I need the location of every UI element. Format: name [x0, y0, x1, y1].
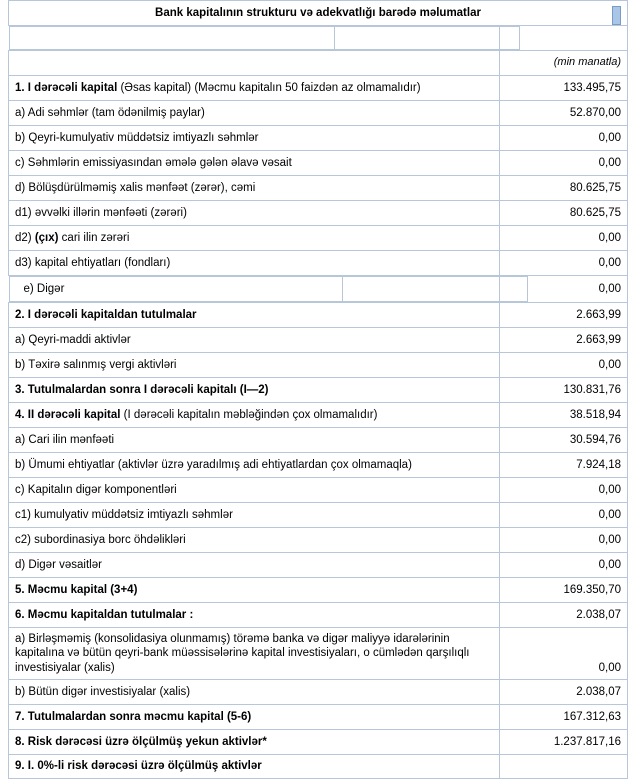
- row-label: a) Cari ilin mənfəəti: [9, 428, 500, 453]
- row-label-prefix: d2): [15, 231, 35, 244]
- row-value: 169.350,70: [500, 578, 628, 603]
- spacer-row: [9, 26, 628, 51]
- title-cell: [9, 1, 628, 26]
- scrollbar-thumb[interactable]: [612, 6, 621, 25]
- row-label: 8. Risk dərəcəsi üzrə ölçülmüş yekun aktivlər*: [9, 730, 500, 755]
- table-row: [9, 378, 628, 403]
- unit-row-blank: [9, 51, 500, 76]
- row-label: a) Birləşməmiş (konsolidasiya olunmamış) törəmə banka və digər maliyyə idarələrinin kapitalına və bütün qeyri-bank müəssisələrinə kapital investisiyaları, o cümlədən qarşılıqlı investisiyalar (xalis): [9, 628, 500, 680]
- row-value: 80.625,75: [500, 201, 628, 226]
- spacer-cell-c: [500, 26, 628, 51]
- row-label: b) Ümumi ehtiyatlar (aktivlər üzrə yaradılmış adi ehtiyatlardan çox olmamaqla): [9, 453, 500, 478]
- table-row: [9, 403, 628, 428]
- row-value: 0,00: [500, 553, 628, 578]
- table-row: [9, 453, 628, 478]
- row-value: 80.625,75: [500, 176, 628, 201]
- row-label: 6. Məcmu kapitaldan tutulmalar :: [9, 603, 500, 628]
- table-row: [9, 705, 628, 730]
- row-value: 130.831,76: [500, 378, 628, 403]
- table-row: [9, 353, 628, 378]
- row-value: 0,00: [500, 478, 628, 503]
- row-value: 0,00: [500, 251, 628, 276]
- row-value: 0,00: [500, 353, 628, 378]
- table-body: [9, 1, 628, 779]
- row-label: d3) kapital ehtiyatları (fondları): [9, 251, 500, 276]
- row-value: 2.663,99: [500, 328, 628, 353]
- row-label: c1) kumulyativ müddətsiz imtiyazlı səhmlər: [9, 503, 500, 528]
- table-row: [9, 603, 628, 628]
- row-label: 3. Tutulmalardan sonra I dərəcəli kapitalı (I—2): [9, 378, 500, 403]
- table-row: [9, 126, 628, 151]
- table-row: [9, 151, 628, 176]
- table-row: [9, 276, 628, 303]
- row-label: a) Adi səhmlər (tam ödənilmiş paylar): [9, 101, 500, 126]
- table-row: [9, 226, 628, 251]
- row-label: 2. I dərəcəli kapitaldan tutulmalar: [9, 303, 500, 328]
- row-value: 0,00: [500, 503, 628, 528]
- row-value: 0,00: [500, 226, 628, 251]
- row-value: 0,00: [500, 126, 628, 151]
- row-value: 2.663,99: [500, 303, 628, 328]
- table-row: [9, 528, 628, 553]
- table-row: [9, 101, 628, 126]
- row-label-bold: (çıx): [34, 231, 59, 244]
- row-label: [9, 76, 500, 101]
- row-label: d) Digər vəsaitlər: [9, 553, 500, 578]
- row-value: 52.870,00: [500, 101, 628, 126]
- row-value: 0,00: [500, 628, 628, 680]
- table-row: [9, 503, 628, 528]
- row-label: 9. I. 0%-li risk dərəcəsi üzrə ölçülmüş aktivlər: [9, 755, 500, 778]
- row-label: [9, 403, 500, 428]
- table-title-row: [9, 1, 628, 26]
- row-label: b) Təxirə salınmış vergi aktivləri: [9, 353, 500, 378]
- spacer-cell-a: [9, 27, 334, 50]
- table-row: [9, 303, 628, 328]
- unit-row: [9, 51, 628, 76]
- table-row: [9, 730, 628, 755]
- table-row: [9, 176, 628, 201]
- row-label-bold: 4. II dərəcəli kapital: [15, 408, 121, 421]
- row-label-bold: 1. I dərəcəli kapital: [15, 81, 118, 94]
- table-row: [9, 628, 628, 680]
- row-label-rest: (Əsas kapital) (Məcmu kapitalın 50 faizdən az olmamalıdır): [117, 81, 421, 94]
- row-label: 5. Məcmu kapital (3+4): [9, 578, 500, 603]
- spacer-left-container: [9, 26, 500, 51]
- row-label-container: [9, 276, 500, 303]
- table-row: [9, 201, 628, 226]
- row-label: d) Bölüşdürülməmiş xalis mənfəət (zərər), cəmi: [9, 176, 500, 201]
- row-label: b) Qeyri-kumulyativ müddətsiz imtiyazlı səhmlər: [9, 126, 500, 151]
- row-value: 133.495,75: [500, 76, 628, 101]
- row-value: 2.038,07: [500, 680, 628, 705]
- unit-note: (min manatla): [500, 51, 628, 76]
- row-label: e) Digər: [9, 277, 342, 302]
- row-label: 7. Tutulmalardan sonra məcmu kapital (5-6): [9, 705, 500, 730]
- capital-structure-table: [8, 0, 628, 779]
- row-value: 2.038,07: [500, 603, 628, 628]
- table-row: [9, 251, 628, 276]
- row-value: 30.594,76: [500, 428, 628, 453]
- row-value: 38.518,94: [500, 403, 628, 428]
- table-row: [9, 578, 628, 603]
- row-label-rest: cari ilin zərəri: [58, 231, 130, 244]
- row-value: 7.924,18: [500, 453, 628, 478]
- row-value: 0,00: [500, 151, 628, 176]
- spacer-cell-b: [334, 27, 519, 50]
- row-label: a) Qeyri-maddi aktivlər: [9, 328, 500, 353]
- table-row: [9, 755, 628, 778]
- row-label-rest: (I dərəcəli kapitalın məbləğindən çox olmamalıdır): [120, 408, 378, 421]
- table-row: [9, 680, 628, 705]
- table-row: [9, 478, 628, 503]
- row-value: 167.312,63: [500, 705, 628, 730]
- table-row: [9, 76, 628, 101]
- row-label: c) Səhmlərin emissiyasından əmələ gələn əlavə vəsait: [9, 151, 500, 176]
- table-row: [9, 553, 628, 578]
- row-label: c2) subordinasiya borc öhdəlikləri: [9, 528, 500, 553]
- row-label: d1) əvvəlki illərin mənfəəti (zərəri): [9, 201, 500, 226]
- row-value: 1.237.817,16: [500, 730, 628, 755]
- table-row: [9, 428, 628, 453]
- row-label: [9, 226, 500, 251]
- table-row: [9, 328, 628, 353]
- page-title: Bank kapitalının strukturu və adekvatlığı barədə məlumatlar: [155, 6, 481, 19]
- row-value: 0,00: [500, 528, 628, 553]
- row-label: c) Kapitalın digər komponentləri: [9, 478, 500, 503]
- row-label: b) Bütün digər investisiyalar (xalis): [9, 680, 500, 705]
- row-value: [500, 755, 628, 778]
- row-value: 0,00: [500, 276, 628, 303]
